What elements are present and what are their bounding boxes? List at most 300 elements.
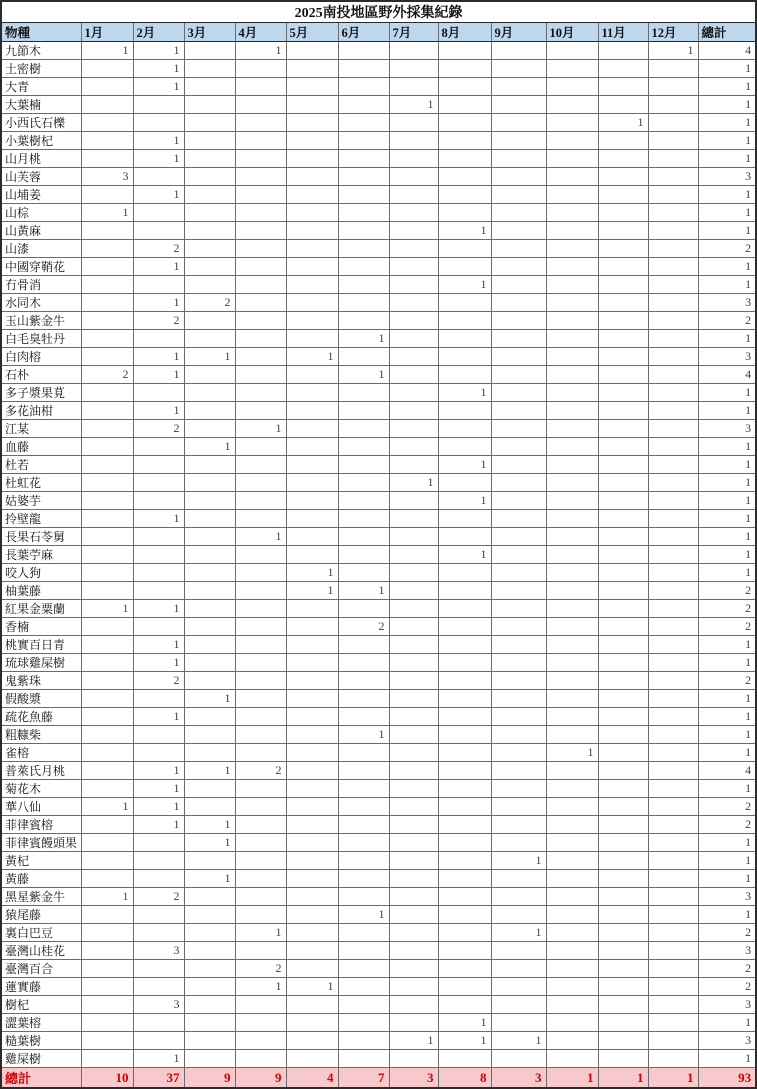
month-value-cell	[598, 348, 648, 366]
month-value-cell	[546, 42, 598, 60]
month-value-cell: 1	[81, 42, 133, 60]
month-value-cell	[438, 654, 491, 672]
month-value-cell	[438, 240, 491, 258]
month-value-cell	[648, 240, 698, 258]
month-value-cell	[598, 672, 648, 690]
month-value-cell	[389, 870, 438, 888]
month-value-cell	[235, 654, 286, 672]
month-value-cell	[338, 870, 389, 888]
species-name: 菲律賓饅頭果	[1, 834, 81, 852]
month-value-cell	[648, 816, 698, 834]
month-value-cell	[235, 564, 286, 582]
month-value-cell	[648, 294, 698, 312]
month-value-cell	[235, 402, 286, 420]
month-value-cell	[648, 114, 698, 132]
month-value-cell	[648, 960, 698, 978]
column-header-month-12: 12月	[648, 23, 698, 42]
species-name: 多子漿果莧	[1, 384, 81, 402]
month-value-cell	[338, 420, 389, 438]
month-value-cell	[286, 852, 338, 870]
month-value-cell	[491, 582, 546, 600]
species-name: 柚葉藤	[1, 582, 81, 600]
month-value-cell	[438, 690, 491, 708]
species-name: 黑星紫金牛	[1, 888, 81, 906]
month-value-cell	[389, 456, 438, 474]
month-value-cell	[648, 672, 698, 690]
totals-label: 總計	[1, 1068, 81, 1089]
species-row	[1, 456, 756, 474]
month-value-cell	[133, 438, 184, 456]
month-value-cell	[286, 690, 338, 708]
species-name: 大葉楠	[1, 96, 81, 114]
month-value-cell	[598, 744, 648, 762]
month-value-cell	[286, 276, 338, 294]
month-value-cell	[235, 438, 286, 456]
species-row	[1, 474, 756, 492]
month-value-cell	[546, 888, 598, 906]
month-value-cell	[286, 546, 338, 564]
month-value-cell	[598, 834, 648, 852]
species-row	[1, 582, 756, 600]
month-value-cell	[338, 672, 389, 690]
row-total-cell: 1	[698, 492, 756, 510]
month-value-cell	[389, 510, 438, 528]
month-value-cell: 1	[389, 1032, 438, 1050]
month-value-cell	[235, 942, 286, 960]
month-value-cell	[598, 1032, 648, 1050]
month-value-cell	[286, 1014, 338, 1032]
month-value-cell	[81, 330, 133, 348]
month-value-cell	[546, 330, 598, 348]
month-value-cell	[81, 852, 133, 870]
month-value-cell	[81, 546, 133, 564]
month-value-cell	[184, 330, 235, 348]
column-header-month-6: 6月	[338, 23, 389, 42]
species-name: 樹杞	[1, 996, 81, 1014]
month-value-cell	[338, 1014, 389, 1032]
column-header-month-2: 2月	[133, 23, 184, 42]
month-value-cell	[389, 168, 438, 186]
month-value-cell: 1	[133, 42, 184, 60]
month-value-cell	[598, 402, 648, 420]
species-row	[1, 510, 756, 528]
row-total-cell: 4	[698, 366, 756, 384]
month-value-cell	[438, 402, 491, 420]
month-value-cell	[648, 636, 698, 654]
species-name: 粗糠柴	[1, 726, 81, 744]
month-value-cell	[546, 366, 598, 384]
month-value-cell	[389, 60, 438, 78]
month-value-cell	[648, 942, 698, 960]
month-value-cell	[81, 150, 133, 168]
month-value-cell	[235, 132, 286, 150]
month-value-cell	[648, 744, 698, 762]
page-title: 2025南投地區野外採集紀錄	[1, 1, 756, 23]
row-total-cell: 1	[698, 906, 756, 924]
month-value-cell	[648, 762, 698, 780]
month-value-cell	[235, 60, 286, 78]
month-value-cell: 1	[286, 978, 338, 996]
month-value-cell	[286, 672, 338, 690]
column-header-month-10: 10月	[546, 23, 598, 42]
month-value-cell	[438, 636, 491, 654]
month-value-cell	[491, 1014, 546, 1032]
month-value-cell	[546, 312, 598, 330]
month-value-cell	[438, 816, 491, 834]
species-row	[1, 834, 756, 852]
species-name: 黃杞	[1, 852, 81, 870]
month-value-cell	[286, 258, 338, 276]
month-value-cell	[184, 798, 235, 816]
month-value-cell	[286, 960, 338, 978]
month-value-cell	[338, 636, 389, 654]
species-row	[1, 924, 756, 942]
month-value-cell	[286, 402, 338, 420]
month-value-cell	[438, 186, 491, 204]
month-value-cell	[389, 258, 438, 276]
month-value-cell	[648, 420, 698, 438]
month-value-cell	[184, 150, 235, 168]
month-value-cell: 3	[133, 942, 184, 960]
month-value-cell	[235, 582, 286, 600]
month-value-cell	[338, 132, 389, 150]
month-value-cell	[389, 816, 438, 834]
month-value-cell	[491, 870, 546, 888]
month-value-cell	[648, 888, 698, 906]
month-value-cell: 1	[235, 978, 286, 996]
species-name: 山漆	[1, 240, 81, 258]
month-value-cell	[184, 96, 235, 114]
month-value-cell	[184, 654, 235, 672]
month-value-cell	[338, 222, 389, 240]
species-name: 桃實百日青	[1, 636, 81, 654]
month-value-cell	[648, 780, 698, 798]
month-value-cell	[389, 834, 438, 852]
month-value-cell	[438, 438, 491, 456]
species-row	[1, 546, 756, 564]
month-value-cell	[491, 276, 546, 294]
month-value-cell	[546, 240, 598, 258]
row-total-cell: 1	[698, 654, 756, 672]
month-value-cell	[598, 690, 648, 708]
month-value-cell	[133, 978, 184, 996]
month-value-cell	[491, 888, 546, 906]
month-value-cell	[184, 528, 235, 546]
month-value-cell: 1	[235, 42, 286, 60]
month-value-cell	[648, 348, 698, 366]
month-value-cell: 1	[389, 474, 438, 492]
month-value-cell	[133, 276, 184, 294]
month-value-cell	[286, 42, 338, 60]
month-value-cell	[546, 132, 598, 150]
month-value-cell: 1	[133, 654, 184, 672]
month-value-cell: 1	[338, 330, 389, 348]
month-value-cell	[546, 834, 598, 852]
month-value-cell: 1	[133, 258, 184, 276]
month-value-cell	[133, 114, 184, 132]
month-value-cell	[491, 780, 546, 798]
month-value-cell	[648, 438, 698, 456]
month-value-cell	[81, 510, 133, 528]
month-value-cell	[338, 942, 389, 960]
month-value-cell	[546, 420, 598, 438]
month-value-cell	[598, 168, 648, 186]
month-value-cell	[491, 474, 546, 492]
row-total-cell: 3	[698, 420, 756, 438]
month-value-cell	[389, 726, 438, 744]
month-value-cell	[648, 150, 698, 168]
month-value-cell	[286, 114, 338, 132]
month-value-cell	[438, 564, 491, 582]
month-value-cell	[438, 978, 491, 996]
month-value-cell	[598, 888, 648, 906]
species-name: 小葉樹杞	[1, 132, 81, 150]
species-row	[1, 78, 756, 96]
species-name: 姑婆芋	[1, 492, 81, 510]
month-value-cell	[389, 438, 438, 456]
month-value-cell	[546, 294, 598, 312]
month-value-cell	[648, 564, 698, 582]
month-value-cell	[648, 1032, 698, 1050]
month-value-cell	[286, 366, 338, 384]
month-value-cell	[648, 708, 698, 726]
month-value-cell	[184, 132, 235, 150]
species-row	[1, 402, 756, 420]
month-value-cell	[286, 618, 338, 636]
month-value-cell	[286, 420, 338, 438]
month-value-cell: 1	[235, 528, 286, 546]
month-value-cell	[598, 240, 648, 258]
month-value-cell	[133, 924, 184, 942]
month-value-cell	[286, 312, 338, 330]
month-value-cell	[81, 960, 133, 978]
row-total-cell: 2	[698, 816, 756, 834]
month-value-cell: 1	[133, 762, 184, 780]
month-value-cell	[81, 492, 133, 510]
month-value-cell	[184, 960, 235, 978]
month-value-cell	[81, 60, 133, 78]
month-value-cell	[598, 96, 648, 114]
row-total-cell: 3	[698, 888, 756, 906]
species-name: 土密樹	[1, 60, 81, 78]
month-value-cell	[389, 186, 438, 204]
month-value-cell	[546, 276, 598, 294]
species-name: 蓮實藤	[1, 978, 81, 996]
species-row	[1, 384, 756, 402]
month-value-cell: 1	[438, 384, 491, 402]
row-total-cell: 1	[698, 1050, 756, 1068]
month-value-cell	[184, 978, 235, 996]
species-name: 臺灣山桂花	[1, 942, 81, 960]
species-name: 紅果金粟蘭	[1, 600, 81, 618]
row-total-cell: 1	[698, 402, 756, 420]
month-value-cell	[133, 456, 184, 474]
month-value-cell	[546, 762, 598, 780]
species-name: 白肉榕	[1, 348, 81, 366]
month-value-cell	[81, 978, 133, 996]
month-value-cell	[81, 96, 133, 114]
month-value-cell	[235, 186, 286, 204]
row-total-cell: 1	[698, 222, 756, 240]
month-value-cell	[286, 888, 338, 906]
row-total-cell: 1	[698, 438, 756, 456]
month-value-cell	[598, 816, 648, 834]
month-value-cell	[598, 294, 648, 312]
month-value-cell	[235, 384, 286, 402]
month-value-cell: 1	[546, 744, 598, 762]
month-value-cell	[184, 42, 235, 60]
month-value-cell: 1	[133, 150, 184, 168]
month-value-cell	[286, 906, 338, 924]
month-value-cell	[338, 42, 389, 60]
month-value-cell	[286, 942, 338, 960]
row-total-cell: 1	[698, 780, 756, 798]
month-value-cell	[81, 438, 133, 456]
month-value-cell	[133, 582, 184, 600]
month-value-cell	[546, 438, 598, 456]
species-name: 山棕	[1, 204, 81, 222]
month-value-cell	[438, 762, 491, 780]
month-value-cell	[389, 1014, 438, 1032]
totals-month-cell: 9	[235, 1068, 286, 1089]
month-value-cell	[235, 690, 286, 708]
species-name: 雞屎樹	[1, 1050, 81, 1068]
month-value-cell	[81, 636, 133, 654]
species-row	[1, 1032, 756, 1050]
species-name: 雀榕	[1, 744, 81, 762]
species-row	[1, 168, 756, 186]
month-value-cell	[598, 726, 648, 744]
species-row	[1, 42, 756, 60]
month-value-cell: 2	[184, 294, 235, 312]
month-value-cell: 1	[133, 78, 184, 96]
month-value-cell	[389, 42, 438, 60]
month-value-cell	[184, 1050, 235, 1068]
month-value-cell	[389, 132, 438, 150]
month-value-cell	[286, 474, 338, 492]
month-value-cell	[81, 402, 133, 420]
row-total-cell: 1	[698, 474, 756, 492]
month-value-cell	[648, 456, 698, 474]
month-value-cell	[184, 78, 235, 96]
row-total-cell: 1	[698, 150, 756, 168]
month-value-cell: 1	[133, 294, 184, 312]
month-value-cell	[81, 654, 133, 672]
month-value-cell	[81, 996, 133, 1014]
month-value-cell: 1	[235, 420, 286, 438]
month-value-cell	[598, 330, 648, 348]
month-value-cell	[389, 744, 438, 762]
month-value-cell	[338, 834, 389, 852]
month-value-cell	[338, 456, 389, 474]
species-name: 澀葉榕	[1, 1014, 81, 1032]
month-value-cell: 1	[389, 96, 438, 114]
species-row	[1, 870, 756, 888]
species-row	[1, 636, 756, 654]
row-total-cell: 1	[698, 528, 756, 546]
month-value-cell	[491, 510, 546, 528]
month-value-cell: 1	[81, 888, 133, 906]
month-value-cell	[286, 1050, 338, 1068]
month-value-cell	[184, 636, 235, 654]
month-value-cell	[338, 780, 389, 798]
month-value-cell	[438, 618, 491, 636]
month-value-cell	[81, 240, 133, 258]
row-total-cell: 1	[698, 834, 756, 852]
month-value-cell	[235, 1050, 286, 1068]
month-value-cell	[235, 996, 286, 1014]
species-row	[1, 366, 756, 384]
month-value-cell	[81, 294, 133, 312]
header-row	[1, 23, 756, 42]
month-value-cell	[184, 402, 235, 420]
month-value-cell	[438, 474, 491, 492]
month-value-cell	[438, 114, 491, 132]
column-header-species: 物種	[1, 23, 81, 42]
month-value-cell	[598, 132, 648, 150]
month-value-cell	[546, 870, 598, 888]
month-value-cell	[438, 834, 491, 852]
month-value-cell: 1	[286, 564, 338, 582]
month-value-cell	[235, 96, 286, 114]
month-value-cell: 1	[81, 600, 133, 618]
species-name: 山埔姜	[1, 186, 81, 204]
month-value-cell	[81, 348, 133, 366]
month-value-cell	[338, 960, 389, 978]
species-row	[1, 888, 756, 906]
month-value-cell	[81, 780, 133, 798]
month-value-cell	[338, 528, 389, 546]
month-value-cell	[286, 510, 338, 528]
month-value-cell	[235, 816, 286, 834]
month-value-cell: 2	[133, 240, 184, 258]
month-value-cell	[546, 96, 598, 114]
column-header-month-8: 8月	[438, 23, 491, 42]
species-name: 拎壁龍	[1, 510, 81, 528]
month-value-cell	[598, 78, 648, 96]
month-value-cell: 1	[438, 456, 491, 474]
month-value-cell	[81, 744, 133, 762]
month-value-cell: 2	[338, 618, 389, 636]
species-row	[1, 438, 756, 456]
month-value-cell	[184, 546, 235, 564]
species-row	[1, 114, 756, 132]
month-value-cell	[81, 474, 133, 492]
month-value-cell	[235, 348, 286, 366]
row-total-cell: 3	[698, 168, 756, 186]
month-value-cell	[389, 276, 438, 294]
month-value-cell	[491, 96, 546, 114]
row-total-cell: 4	[698, 762, 756, 780]
month-value-cell	[546, 798, 598, 816]
month-value-cell	[338, 96, 389, 114]
month-value-cell	[648, 186, 698, 204]
month-value-cell	[286, 600, 338, 618]
month-value-cell	[338, 114, 389, 132]
month-value-cell	[438, 798, 491, 816]
month-value-cell	[133, 546, 184, 564]
row-total-cell: 1	[698, 708, 756, 726]
column-header-month-11: 11月	[598, 23, 648, 42]
month-value-cell: 1	[438, 222, 491, 240]
row-total-cell: 1	[698, 852, 756, 870]
month-value-cell	[598, 708, 648, 726]
month-value-cell	[648, 492, 698, 510]
month-value-cell	[184, 924, 235, 942]
totals-month-cell: 7	[338, 1068, 389, 1089]
month-value-cell: 2	[133, 420, 184, 438]
month-value-cell	[184, 708, 235, 726]
